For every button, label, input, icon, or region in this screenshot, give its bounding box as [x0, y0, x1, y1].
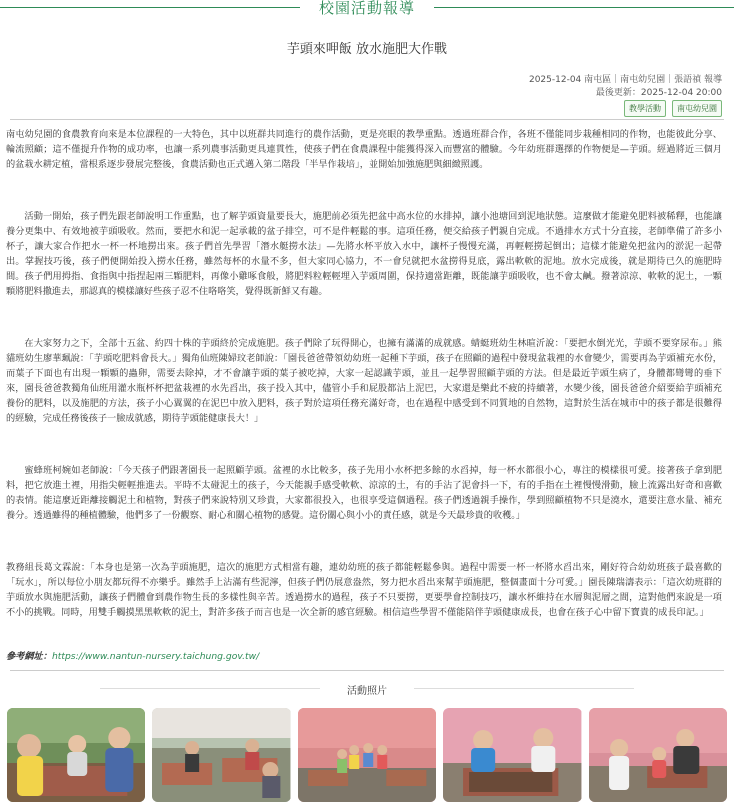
children-at-planter-photo[interactable]	[443, 708, 581, 802]
header-rule-left	[0, 7, 300, 8]
article-paragraph-2: 活動一開始，孩子們先跟老師說明工作重點，也了解芋頭資量要長大，施肥前必須先把盆中高水位的水排掉，讓小池塘回到泥地狀態。這麼做才能避免肥料被稀釋，也能讓養分更集中、有效地被芋頭吸收。然而，要把水和泥一起承載的盆子排空，可不是件輕鬆的事。這項任務，便交給孩子們親自完成。不過排水方式十分直接，老師準備了許多小杯子，讓大家合作把水一杯一杯地撈出來。孩子們首先學習「潛水艇撈水法」—先將水杯平放入水中，讓杯子慢慢充滿，再輕輕撈起倒出；這樣才能避免把盆內的淤泥一起帶出。掌握技巧後，孩子們便開始投入撈水任務，雖然每杯的水量不多，但大家同心協力，不一會兒就把水盆撈得見底，露出軟軟的泥地。放水完成後，就是期待已久的施肥時間。孩子們用拇指、食指與中指捏起兩三顆肥料，再像小雞啄食般，將肥料粒輕輕埋入芋頭周圍，保持適當距離，既能讓芋頭吸收，也不會太鹹。撥著涼涼、軟軟的泥土，一顆顆將肥料撒進去，那認真的模樣讓好些孩子忍不住咯咯笑，覺得既新鮮又有趣。	[6, 211, 722, 297]
children-scooping-photo[interactable]	[152, 708, 290, 802]
article-updated-line: 最後更新：2025-12-04 20:00	[595, 88, 722, 98]
reference-label: 參考網址：	[6, 651, 52, 662]
tag-list	[624, 100, 722, 117]
article-paragraph-4: 蜜蜂班柯婉如老師說：「今天孩子們跟著園長一起照顧芋頭。盆裡的水比較多，孩子先用小水杯把多餘的水舀掉，每一杯水都很小心，專注的模樣很可愛。接著孩子拿到肥料，把它放進土裡，用指尖輕輕推進去。平時不太碰泥土的孩子，今天能親手感受軟軟、涼涼的土，有的手沾了泥會抖一下，有的手指在土裡慢慢滑動，臉上流露出好奇和喜歡的表情。能這麼近距離接觸泥土和植物，對孩子們來說特別又珍貴，大家都很投入，也很享受這個過程。孩子們透過親手操作，學到照顧植物不只是澆水，還要注意水量、補充養分。透過雖得的種植體驗，他們多了一份觀察、耐心和關心植物的感覺。這份關心與小小的責任感，就是今天最珍貴的收穫。」	[6, 465, 722, 521]
article-date-line: 2025-12-04 南屯區｜南屯幼兒園｜張語禎 報導	[528, 75, 722, 85]
tag-teaching-activity[interactable]: 教學活動	[624, 100, 666, 117]
section-header-title: 校園活動報導	[318, 0, 415, 17]
article-paragraph-5: 教務組長葛文霖說：「本身也是第一次為芋頭施肥，這次的施肥方式相當有趣，連幼幼班的孩子都能輕鬆參與。過程中需要一杯一杯將水舀出來，剛好符合幼幼班孩子最喜歡的「玩水」，所以每位小朋友都玩得不亦樂乎。雖然手上沾滿有些泥濘，但孩子們仍展意盎然，努力把水舀出來幫芋頭施肥，整個畫面十分可愛。」園長陳瑞濤表示：「這次幼班群的芋頭放水與施肥活動，讓孩子們體會到農作物生長的多樣性與辛苦。透過撈水的過程，孩子不只要撈，更要學會控制技巧，讓水杯維持在水層與泥層之間，這對他們來說是一項不小的挑戰。同時，用雙手觸摸黑黑軟軟的泥土，對許多孩子而言也是一次全新的感官經驗。相信這些學習不僅能陪伴芋頭健康成長，也會在孩子心中留下寶貴的成長印記。」	[6, 562, 722, 618]
divider	[10, 670, 724, 671]
class-group-photo[interactable]	[298, 708, 436, 802]
photos-section-title: 活動照片	[347, 686, 387, 697]
article-paragraph-3: 在大家努力之下，全部十五盆、約四十株的芋頭終於完成施肥。孩子們除了玩得開心，也擁有滿滿的成就感。蜻蜓班幼生林暄沂說：「要把水倒光光，芋頭不要穿尿布。」熊貓班幼生廖華珮說：「芋頭吃肥料會長大。」獨角仙班陳婦玟老師說：「園長爸爸帶領幼幼班一起種下芋頭，孩子在照顧的過程中發現盆栽裡的水會變少，需要再為芋頭補充水份，而葉子下面也有出現一顆顆的蟲卵，需要去除掉，才不會讓芋頭的葉子被吃掉，大家一起認識芋頭，並且一起學習照顧芋頭的方法。但是最近芋頭生病了，身體都彎彎的垂下來，園長爸爸教獨角仙班用灌水瓶杯杯把盆栽裡的水先舀出，孩子投入其中，儘管小手和屁股都沾上泥巴，大家還是樂此不疲的持續著，水變少後，園長爸爸介紹要給芋頭補充養份的肥料，以及施肥的方法，孩子小心翼翼的在泥巴中放入肥料，孩子對於這項任務充滿好奇，也在過程中感受到不同質地的自然物，這對於生活在城市中的孩子都是很難得的經驗，完成任務後孩子一臉成就感，期待芋頭能健康長大！」	[6, 338, 722, 424]
section-header	[0, 0, 734, 20]
teacher-with-children-photo[interactable]	[589, 708, 727, 802]
tag-kindergarten[interactable]: 南屯幼兒園	[672, 100, 722, 117]
photo-gallery	[7, 708, 727, 802]
children-watering-photo[interactable]	[7, 708, 145, 802]
article-paragraph-1: 南屯幼兒園的食農教育向來是本位課程的一大特色，其中以班群共同進行的農作活動，更是亮眼的教學重點。透過班群合作，各班不僅能同步栽種相同的作物，也能彼此分享、輪流照顧；這不僅提升作物的成功率，也讓一系列農事活動更具連貫性，使孩子們在食農課程中能獲得深入而豐富的體驗。今年幼班群選擇的作物便是—芋頭。經過將近三個月的盆栽水耕定植，當根系逐步發展完整後，食農活動也正式邁入第二階段「半旱作栽培」，並開始加強施肥與細緻照護。	[6, 129, 722, 170]
reference-link-row	[6, 648, 259, 662]
divider	[10, 119, 724, 120]
reference-url-link[interactable]: https://www.nantun-nursery.taichung.gov.tw/	[51, 651, 260, 662]
photos-rule-right	[414, 688, 634, 689]
article-title: 芋頭來呷飯 放水施肥大作戰	[286, 42, 448, 57]
header-rule-right	[434, 7, 734, 8]
